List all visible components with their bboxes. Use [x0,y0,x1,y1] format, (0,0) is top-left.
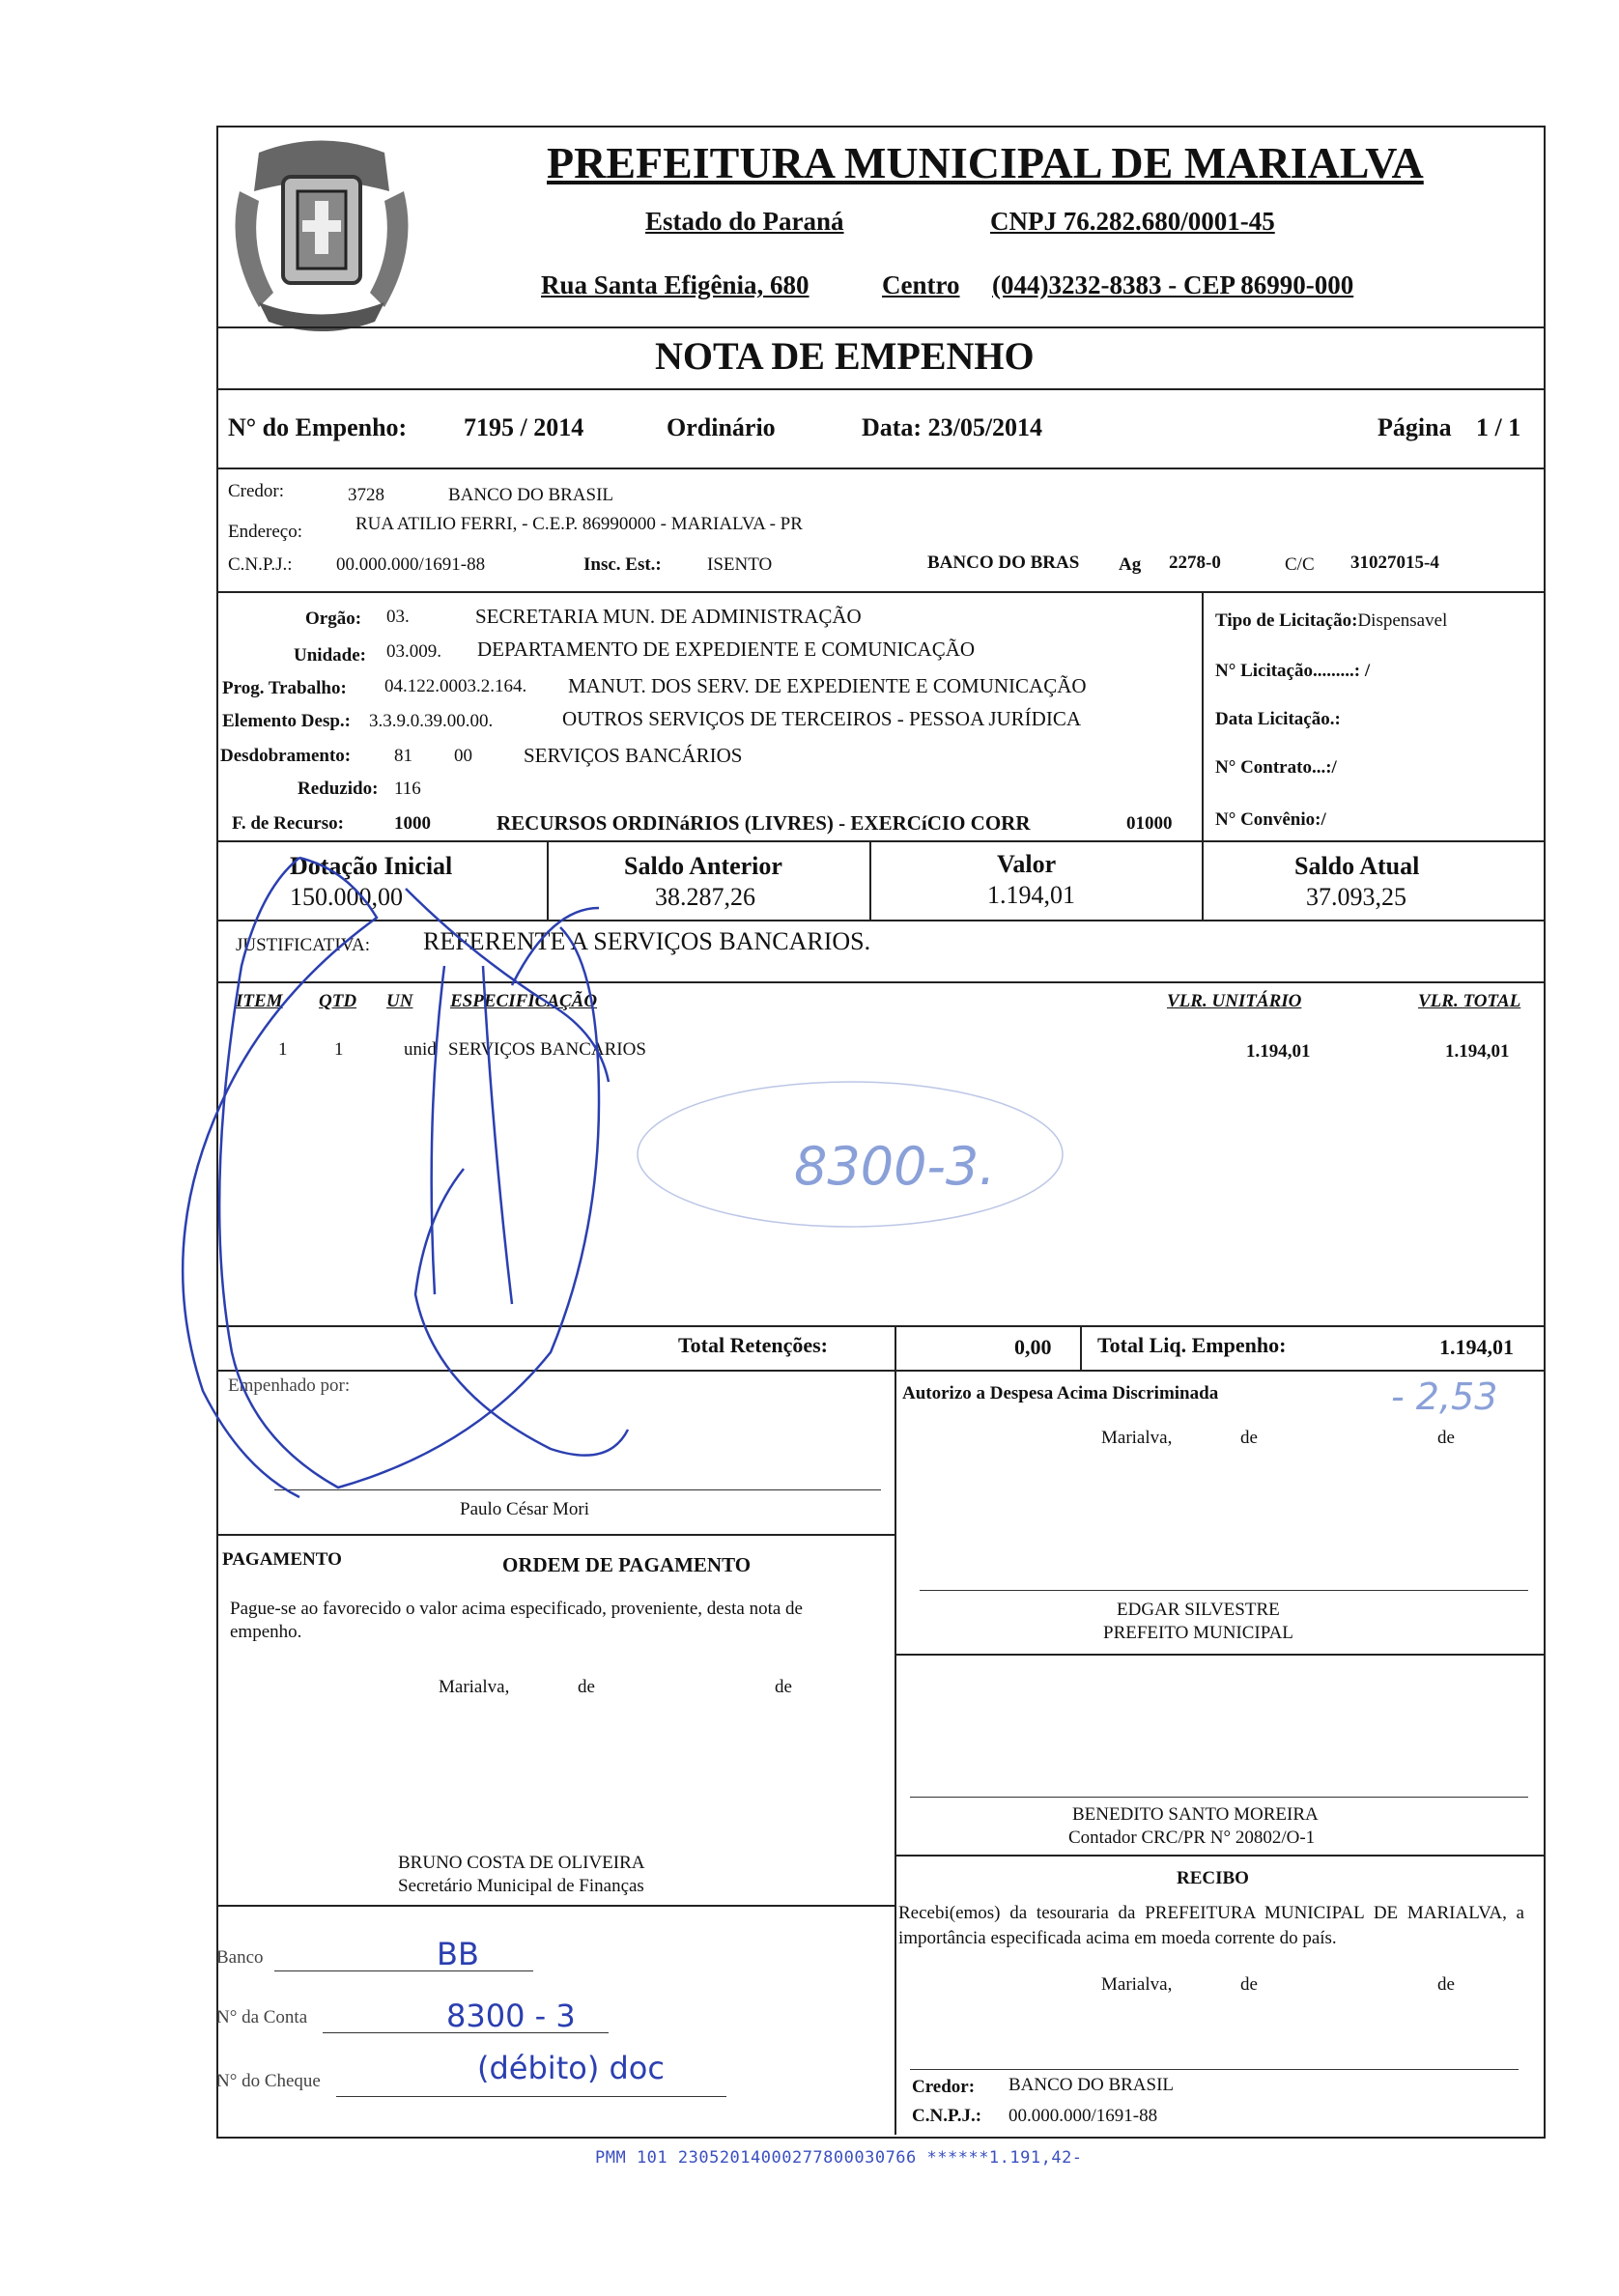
valor-label: Valor [997,850,1057,878]
agency-label: Ag [1119,554,1142,575]
desdobramento-value: SERVIÇOS BANCÁRIOS [524,744,743,767]
endereco-value: RUA ATILIO FERRI, - C.E.P. 86990000 - MARIALVA - PR [355,514,803,534]
cc-value: 31027015-4 [1350,553,1439,573]
retencoes-label: Total Retenções: [678,1333,828,1357]
convenio-number: N° Convênio:/ [1215,809,1326,830]
state-text: Estado do Paraná [645,207,844,236]
dotacao-label: Dotação Inicial [290,852,453,880]
signature-line [920,1590,1528,1591]
orgao-label: Orgão: [305,609,362,629]
prog-code: 04.122.0003.2.164. [384,676,527,696]
recibo-local: Marialva, [1101,1974,1173,1995]
recurso-code2: 01000 [1126,813,1173,834]
side-annotation: - 2,53 [1391,1375,1498,1418]
elemento-code: 3.3.9.0.39.00.00. [369,711,494,731]
saldo-atual-value: 37.093,25 [1306,883,1406,911]
saldo-anterior-value: 38.287,26 [655,883,755,911]
licitacao-date: Data Licitação.: [1215,709,1341,729]
retencoes-value: 0,00 [1014,1335,1052,1359]
orgao-value: SECRETARIA MUN. DE ADMINISTRAÇÃO [475,605,862,628]
banco-line [274,1970,533,1971]
coat-of-arms-icon [230,133,413,336]
contrato-number: N° Contrato...:/ [1215,757,1337,778]
conta-handwritten: 8300 - 3 [446,1998,576,2034]
pagamento-de1: de [578,1677,595,1697]
elemento-value: OUTROS SERVIÇOS DE TERCEIROS - PESSOA JURÍDICA [562,707,1082,730]
desdobramento-code2: 00 [454,746,472,766]
prog-value: MANUT. DOS SERV. DE EXPEDIENTE E COMUNICAÇÃO [568,674,1087,697]
banco-label: Banco [216,1947,264,1968]
recibo-de1: de [1240,1974,1258,1995]
endereco-label: Endereço: [228,522,303,542]
cnpj-text: CNPJ 76.282.680/0001-45 [990,207,1275,236]
autorizo-de1: de [1240,1428,1258,1448]
cheque-line [336,2096,726,2097]
saldo-atual-label: Saldo Atual [1294,852,1420,880]
row-vlr-unitario: 1.194,01 [1246,1041,1311,1062]
signature-line [910,1797,1528,1798]
signature-line [910,2069,1519,2070]
insc-value: ISENTO [707,554,773,575]
col-un: UN [386,991,413,1011]
center-annotation: 8300-3. [794,1136,996,1197]
divider [1202,840,1204,920]
empenhado-name: Paulo César Mori [460,1499,590,1519]
col-qtd: QTD [319,991,357,1011]
col-item: ITEM [236,991,283,1011]
elemento-label: Elemento Desp.: [222,711,351,731]
licitacao-type-label: Tipo de Licitação: [1215,610,1358,631]
liq-value: 1.194,01 [1439,1335,1514,1359]
col-vlr-unitario: VLR. UNITÁRIO [1167,991,1302,1011]
secretario-cargo: Secretário Municipal de Finanças [398,1876,644,1896]
row-vlr-total: 1.194,01 [1445,1041,1510,1062]
unidade-value: DEPARTAMENTO DE EXPEDIENTE E COMUNICAÇÃO [477,638,976,661]
reduzido-value: 116 [394,779,421,799]
bank-name: BANCO DO BRAS [927,553,1080,573]
page-title: PREFEITURA MUNICIPAL DE MARIALVA [547,138,1424,187]
cheque-label: N° do Cheque [216,2071,321,2091]
recurso-value: RECURSOS ORDINáRIOS (LIVRES) - EXERCíCIO CORR [497,811,1031,835]
page-label: Página [1378,413,1452,441]
ordem-pagamento-label: ORDEM DE PAGAMENTO [502,1553,752,1576]
prefeito-cargo: PREFEITO MUNICIPAL [1103,1623,1293,1643]
cnpj-value: 00.000.000/1691-88 [336,554,486,575]
page-number: 1 / 1 [1476,413,1521,441]
empenho-number: 7195 / 2014 [464,413,584,441]
banco-handwritten: BB [437,1936,479,1972]
pagamento-label: PAGAMENTO [222,1549,342,1570]
footer-stamp: PMM 101 23052014000277800030766 ******1.191,42- [595,2148,1083,2168]
divider [1202,591,1204,840]
recurso-label: F. de Recurso: [232,813,344,834]
saldo-anterior-label: Saldo Anterior [624,852,782,880]
prefeito-name: EDGAR SILVESTRE [1117,1600,1280,1620]
justificativa-text: REFERENTE A SERVIÇOS BANCARIOS. [423,927,871,955]
divider [216,591,1544,593]
licitacao-type-value: Dispensavel [1357,610,1448,631]
recibo-text: Recebi(emos) da tesouraria da PREFEITURA MUNICIPAL DE MARIALVA, a importância especificada acima em moeda corrente do país. [898,1903,1524,1948]
recibo-credor-label: Credor: [912,2077,976,2097]
divider [216,1534,895,1536]
row-item: 1 [278,1039,288,1060]
cc-label: C/C [1285,554,1315,575]
recibo-cnpj-label: C.N.P.J.: [912,2106,982,2126]
justificativa-label: JUSTIFICATIVA: [236,935,371,955]
agency-value: 2278-0 [1169,553,1221,573]
col-vlr-total: VLR. TOTAL [1418,991,1521,1011]
phone-cep-text: (044)3232-8383 - CEP 86990-000 [992,270,1354,299]
cnpj-label: C.N.P.J.: [228,554,293,575]
prog-label: Prog. Trabalho: [222,678,347,698]
desdobramento-code1: 81 [394,746,412,766]
empenhado-label: Empenhado por: [228,1375,351,1396]
licitacao-type [1215,610,1447,632]
dotacao-value: 150.000,00 [290,883,403,911]
empenho-date: Data: 23/05/2014 [862,413,1043,441]
unidade-code: 03.009. [386,641,441,662]
row-especificacao: SERVIÇOS BANCARIOS [448,1039,646,1060]
divider [895,1855,1544,1857]
recibo-de2: de [1437,1974,1455,1995]
autorizo-text: Autorizo a Despesa Acima Discriminada [902,1383,1219,1403]
divider [216,388,1544,390]
credor-code: 3728 [348,485,384,505]
recurso-code: 1000 [394,813,431,834]
conta-label: N° da Conta [216,2007,308,2027]
desdobramento-label: Desdobramento: [220,746,352,766]
recibo-title: RECIBO [1177,1868,1249,1888]
orgao-code: 03. [386,607,410,627]
valor-value: 1.194,01 [987,881,1075,909]
row-qtd: 1 [334,1039,344,1060]
autorizo-de2: de [1437,1428,1455,1448]
col-especificacao: ESPECIFICAÇÃO [450,991,598,1011]
credor-label: Credor: [228,481,285,501]
divider [216,326,1544,328]
pagamento-local: Marialva, [439,1677,510,1697]
secretario-name: BRUNO COSTA DE OLIVEIRA [398,1853,645,1873]
row-un: unid [404,1039,437,1060]
cheque-handwritten: (débito) doc [477,2050,665,2086]
document-title: NOTA DE EMPENHO [655,334,1035,378]
divider [216,840,1544,842]
contador-name: BENEDITO SANTO MOREIRA [1072,1804,1319,1825]
credor-name: BANCO DO BRASIL [448,485,614,505]
divider [895,1654,1544,1656]
empenho-number-label: N° do Empenho: [228,413,408,441]
licitacao-number: N° Licitação.........: / [1215,661,1371,681]
empenho-type: Ordinário [667,413,776,441]
recibo-cnpj: 00.000.000/1691-88 [1008,2106,1158,2126]
unidade-label: Unidade: [294,645,366,666]
recibo-credor: BANCO DO BRASIL [1008,2075,1175,2095]
reduzido-label: Reduzido: [298,779,379,799]
liq-label: Total Liq. Empenho: [1097,1333,1287,1357]
contador-cargo: Contador CRC/PR N° 20802/O-1 [1068,1828,1316,1848]
signature-scribble [145,850,1111,1526]
divider [216,1905,895,1907]
district-text: Centro [882,270,960,299]
divider [216,468,1544,469]
autorizo-local: Marialva, [1101,1428,1173,1448]
address-text: Rua Santa Efigênia, 680 [541,270,810,299]
pagamento-de2: de [775,1677,792,1697]
insc-label: Insc. Est.: [583,554,662,575]
pagamento-text: Pague-se ao favorecido o valor acima especificado, proveniente, desta nota de empenho. [230,1599,803,1642]
